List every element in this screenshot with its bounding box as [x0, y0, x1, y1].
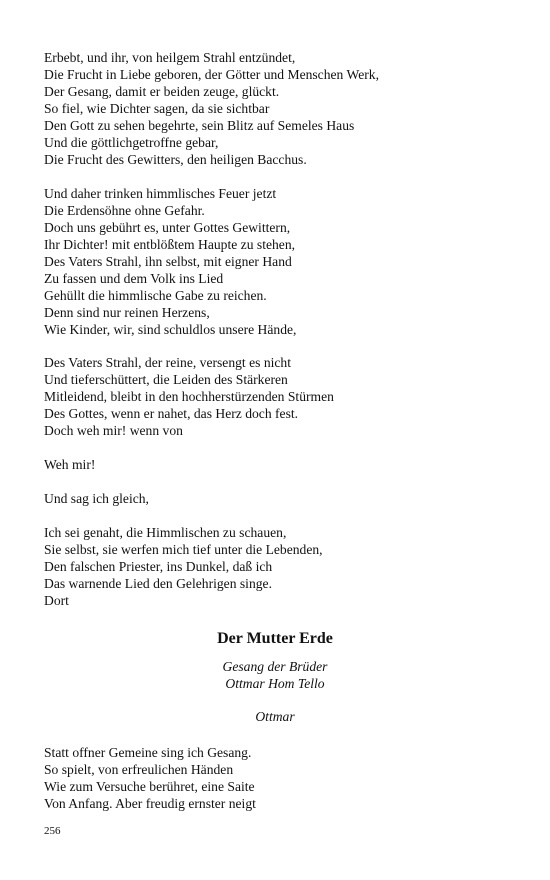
verse-line: Wie zum Versuche berühret, eine Saite	[44, 779, 255, 794]
subtitle-line: Ottmar Hom Tello	[225, 676, 325, 691]
verse-line: Wie Kinder, wir, sind schuldlos unsere Hände,	[44, 322, 297, 337]
verse-line: Mitleidend, bleibt in den hochherstürzenden Stürmen	[44, 389, 334, 404]
stanza-4	[44, 456, 514, 473]
verse-line: Und tieferschüttert, die Leiden des Stärkeren	[44, 372, 288, 387]
verse-line: So fiel, wie Dichter sagen, da sie sichtbar	[44, 101, 270, 116]
verse-line: Dort	[44, 593, 69, 608]
verse-line: Die Frucht des Gewitters, den heiligen Bacchus.	[44, 152, 307, 167]
verse-line: Ich sei genaht, die Himmlischen zu schauen,	[44, 525, 287, 540]
stanza-1	[44, 49, 514, 168]
verse-line: Des Vaters Strahl, der reine, versengt es nicht	[44, 355, 292, 370]
verse-line: Des Vaters Strahl, ihn selbst, mit eigner Hand	[44, 254, 292, 269]
stanza-3	[44, 354, 514, 439]
verse-line: Der Gesang, damit er beiden zeuge, glückt.	[44, 84, 280, 99]
verse-line: Doch uns gebührt es, unter Gottes Gewittern,	[44, 220, 291, 235]
verse-line: Die Erdensöhne ohne Gefahr.	[44, 203, 205, 218]
subtitle-line: Gesang der Brüder	[222, 659, 328, 674]
verse-line: Denn sind nur reinen Herzens,	[44, 305, 210, 320]
poem-title: Der Mutter Erde	[217, 630, 333, 647]
verse-line: Den Gott zu sehen begehrte, sein Blitz auf Semeles Haus	[44, 118, 355, 133]
stanza-2	[44, 185, 514, 338]
verse-line: Statt offner Gemeine sing ich Gesang.	[44, 745, 252, 760]
verse-line: Ihr Dichter! mit entblößtem Haupte zu stehen,	[44, 237, 296, 252]
verse-line: Weh mir!	[44, 457, 96, 472]
verse-line: Gehüllt die himmlische Gabe zu reichen.	[44, 288, 267, 303]
verse-line: Erbebt, und ihr, von heilgem Strahl entzündet,	[44, 50, 296, 65]
stanza-6	[44, 524, 514, 609]
stanza-7	[44, 744, 514, 812]
verse-line: So spielt, von erfreulichen Händen	[44, 762, 234, 777]
speaker-name: Ottmar	[255, 709, 295, 724]
verse-line: Den falschen Priester, ins Dunkel, daß ich	[44, 559, 273, 574]
verse-line: Und die göttlichgetroffne gebar,	[44, 135, 219, 150]
verse-line: Zu fassen und dem Volk ins Lied	[44, 271, 224, 286]
verse-line: Doch weh mir! wenn von	[44, 423, 183, 438]
poem-subtitle	[0, 658, 550, 692]
verse-line: Und sag ich gleich,	[44, 491, 149, 506]
verse-line: Das warnende Lied den Gelehrigen singe.	[44, 576, 272, 591]
stanza-5	[44, 490, 514, 507]
verse-line: Sie selbst, sie werfen mich tief unter die Lebenden,	[44, 542, 323, 557]
verse-line: Von Anfang. Aber freudig ernster neigt	[44, 796, 256, 811]
verse-line: Des Gottes, wenn er nahet, das Herz doch fest.	[44, 406, 299, 421]
page-number: 256	[44, 825, 61, 837]
verse-line: Und daher trinken himmlisches Feuer jetzt	[44, 186, 277, 201]
verse-line: Die Frucht in Liebe geboren, der Götter und Menschen Werk,	[44, 67, 379, 82]
